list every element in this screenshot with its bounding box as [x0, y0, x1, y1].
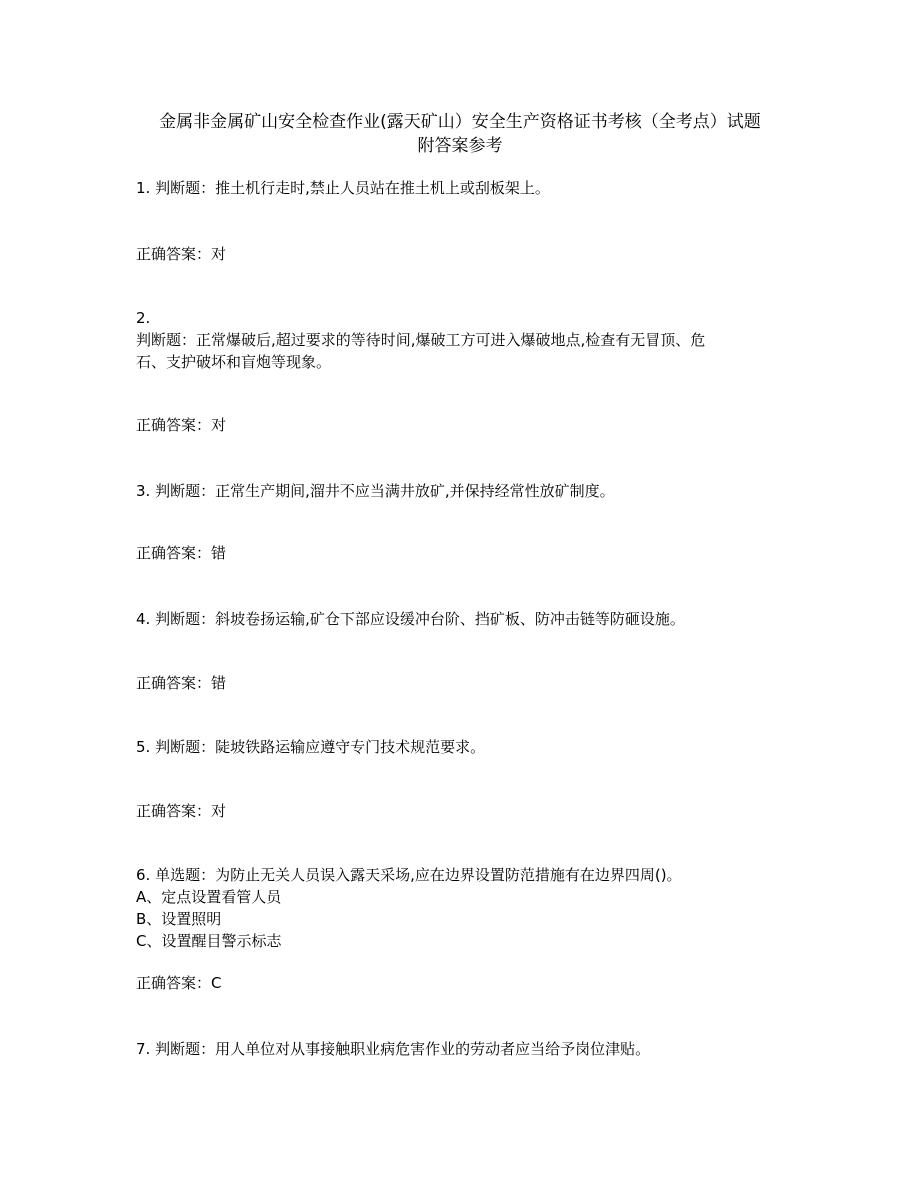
question-6-option-b: B、设置照明 [136, 910, 222, 928]
document-title-line-2: 附答案参考 [417, 136, 503, 156]
question-6-option-c: C、设置醒目警示标志 [136, 932, 282, 950]
question-6-option-a: A、定点设置看管人员 [136, 888, 282, 906]
question-6-answer: 正确答案：C [136, 974, 222, 992]
question-3-answer: 正确答案：错 [136, 544, 227, 562]
question-4-text: 4. 判断题：斜坡卷扬运输,矿仓下部应设缓冲台阶、挡矿板、防冲击链等防砸设施。 [136, 610, 685, 628]
question-2-number: 2. [136, 309, 151, 327]
question-4-answer: 正确答案：错 [136, 674, 227, 692]
question-2-text-line-1: 判断题：正常爆破后,超过要求的等待时间,爆破工方可进入爆破地点,检查有无冒顶、危 [136, 331, 706, 349]
question-7-text: 7. 判断题：用人单位对从事接触职业病危害作业的劳动者应当给予岗位津贴。 [136, 1040, 651, 1058]
question-2-answer: 正确答案：对 [136, 416, 227, 434]
question-1-answer: 正确答案：对 [136, 245, 227, 263]
question-1-text: 1. 判断题：推土机行走时,禁止人员站在推土机上或刮板架上。 [136, 179, 550, 197]
document-title-line-1: 金属非金属矿山安全检查作业(露天矿山）安全生产资格证书考核（全考点）试题 [159, 112, 761, 132]
question-3-text: 3. 判断题：正常生产期间,溜井不应当满井放矿,并保持经常性放矿制度。 [136, 482, 615, 500]
question-6-text: 6. 单选题：为防止无关人员误入露天采场,应在边界设置防范措施有在边界四周()。 [136, 866, 682, 884]
question-5-text: 5. 判断题：陡坡铁路运输应遵守专门技术规范要求。 [136, 738, 486, 756]
question-2-text-line-2: 石、支护破坏和盲炮等现象。 [136, 353, 332, 371]
question-5-answer: 正确答案：对 [136, 802, 227, 820]
